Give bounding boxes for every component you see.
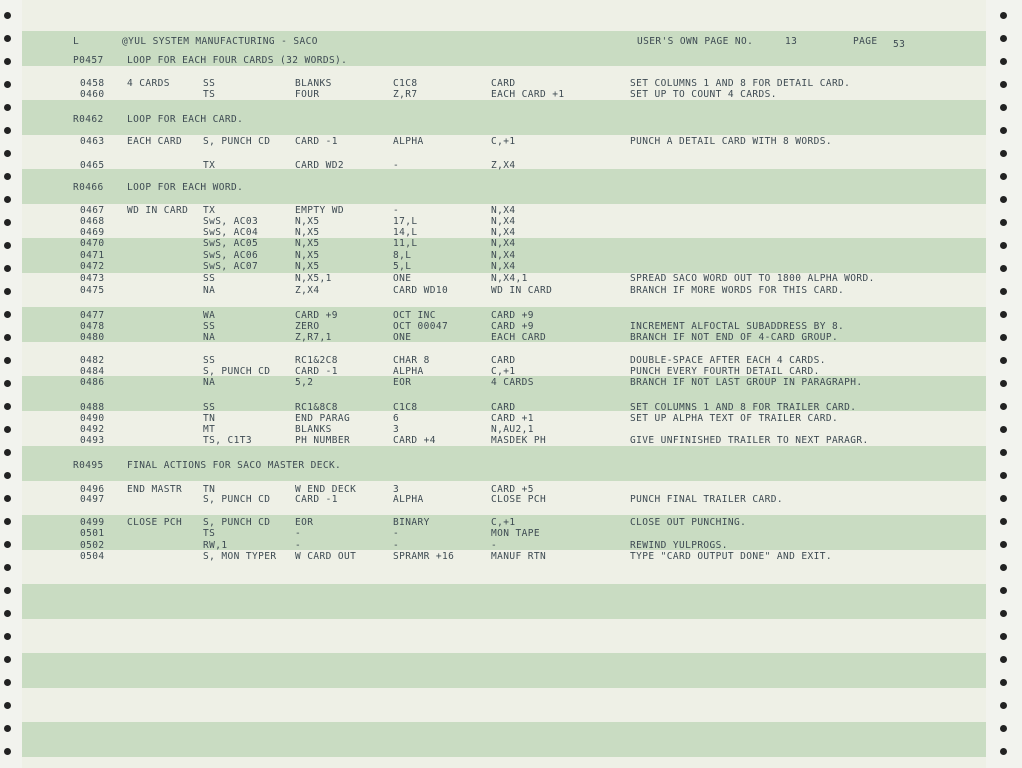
tractor-hole-icon — [1000, 35, 1007, 42]
listing-operand-1: BLANKS — [295, 78, 332, 89]
listing-opcode: NA — [203, 332, 216, 343]
listing-row — [0, 78, 964, 89]
listing-operand-3: CARD +5 — [491, 484, 534, 495]
tractor-hole-icon — [4, 403, 11, 410]
tractor-hole-icon — [4, 265, 11, 272]
listing-operand-3: EACH CARD — [491, 332, 547, 343]
listing-opcode: S, PUNCH CD — [203, 136, 271, 147]
listing-label: CLOSE PCH — [127, 517, 183, 528]
listing-comment: PUNCH A DETAIL CARD WITH 8 WORDS. — [630, 136, 832, 147]
listing-label: END MASTR — [127, 484, 183, 495]
tractor-hole-icon — [4, 12, 11, 19]
listing-row — [0, 355, 964, 366]
tractor-hole-icon — [4, 357, 11, 364]
listing-address: 0463 — [80, 136, 105, 147]
listing-address: 0497 — [80, 494, 105, 505]
tractor-hole-icon — [1000, 610, 1007, 617]
tractor-hole-icon — [1000, 725, 1007, 732]
tractor-hole-icon — [1000, 173, 1007, 180]
tractor-hole-icon — [1000, 334, 1007, 341]
listing-operand-2: C1C8 — [393, 78, 418, 89]
tractor-hole-icon — [1000, 564, 1007, 571]
users-page-number: 13 — [785, 36, 798, 47]
listing-operand-1: CARD -1 — [295, 366, 338, 377]
listing-operand-1: N,X5 — [295, 261, 320, 272]
listing-address: 0502 — [80, 540, 105, 551]
listing-opcode: TS — [203, 528, 216, 539]
listing-operand-3: N,AU2,1 — [491, 424, 534, 435]
listing-operand-2: ONE — [393, 273, 412, 284]
listing-operand-1: EMPTY WD — [295, 205, 344, 216]
listing-opcode: RW,1 — [203, 540, 228, 551]
tractor-hole-icon — [1000, 219, 1007, 226]
listing-address: 0492 — [80, 424, 105, 435]
listing-opcode: TN — [203, 413, 216, 424]
listing-comment: GIVE UNFINISHED TRAILER TO NEXT PARAGR. — [630, 435, 869, 446]
listing-address: 0493 — [80, 435, 105, 446]
listing-address: 0480 — [80, 332, 105, 343]
listing-row — [0, 366, 964, 377]
listing-row — [0, 551, 964, 562]
listing-address: 0477 — [80, 310, 105, 321]
listing-operand-3: CARD — [491, 78, 516, 89]
listing-operand-2: C1C8 — [393, 402, 418, 413]
listing-operand-3: N,X4 — [491, 238, 516, 249]
listing-opcode: TX — [203, 160, 216, 171]
listing-address: 0465 — [80, 160, 105, 171]
listing-operand-1: 5,2 — [295, 377, 314, 388]
tractor-hole-icon — [4, 518, 11, 525]
listing-operand-3: CLOSE PCH — [491, 494, 547, 505]
listing-row — [0, 494, 964, 505]
listing-row — [0, 216, 964, 227]
listing-operand-1: N,X5 — [295, 250, 320, 261]
listing-operand-3: N,X4 — [491, 205, 516, 216]
header-line — [0, 36, 964, 50]
listing-row — [0, 460, 964, 471]
tractor-hole-icon — [1000, 633, 1007, 640]
listing-row — [0, 285, 964, 296]
tractor-hole-icon — [4, 81, 11, 88]
listing-row — [0, 89, 964, 100]
listing-operand-1: RC1&2C8 — [295, 355, 338, 366]
listing-operand-3: N,X4 — [491, 227, 516, 238]
listing-label: EACH CARD — [127, 136, 183, 147]
listing-operand-2: - — [393, 205, 400, 216]
tractor-hole-icon — [4, 541, 11, 548]
listing-operand-1: CARD WD2 — [295, 160, 344, 171]
tractor-hole-icon — [4, 587, 11, 594]
listing-opcode: S, PUNCH CD — [203, 366, 271, 377]
tractor-hole-icon — [4, 196, 11, 203]
listing-operand-3: 4 CARDS — [491, 377, 534, 388]
listing-opcode: SS — [203, 78, 216, 89]
listing-row — [0, 114, 964, 125]
tractor-hole-icon — [4, 288, 11, 295]
listing-address: 0468 — [80, 216, 105, 227]
listing-operand-2: OCT 00047 — [393, 321, 449, 332]
listing-operand-2: 14,L — [393, 227, 418, 238]
tractor-hole-icon — [4, 311, 11, 318]
listing-address: 0499 — [80, 517, 105, 528]
listing-operand-3: MASDEK PH — [491, 435, 547, 446]
header-title: @YUL SYSTEM MANUFACTURING - SACO — [122, 36, 318, 47]
listing-operand-3: WD IN CARD — [491, 285, 553, 296]
listing-operand-2: BINARY — [393, 517, 430, 528]
listing-opcode: SwS, AC04 — [203, 227, 259, 238]
listing-row — [0, 136, 964, 147]
listing-operand-1: PH NUMBER — [295, 435, 351, 446]
listing-comment: CLOSE OUT PUNCHING. — [630, 517, 747, 528]
listing-comment: BRANCH IF NOT END OF 4-CARD GROUP. — [630, 332, 839, 343]
listing-address: R0462 — [73, 114, 104, 125]
tractor-hole-icon — [1000, 656, 1007, 663]
listing-opcode: SwS, AC05 — [203, 238, 259, 249]
listing-opcode: SS — [203, 402, 216, 413]
listing-opcode: SS — [203, 321, 216, 332]
listing-operand-2: 5,L — [393, 261, 412, 272]
listing-comment: PUNCH FINAL TRAILER CARD. — [630, 494, 783, 505]
tractor-hole-icon — [1000, 449, 1007, 456]
listing-operand-3: EACH CARD +1 — [491, 89, 565, 100]
listing-row — [0, 321, 964, 332]
listing-operand-1: CARD +9 — [295, 310, 338, 321]
tractor-hole-icon — [4, 679, 11, 686]
listing-address: R0466 — [73, 182, 104, 193]
listing-label: LOOP FOR EACH CARD. — [127, 114, 244, 125]
tractor-hole-icon — [4, 449, 11, 456]
listing-operand-3: C,+1 — [491, 136, 516, 147]
listing-row — [0, 273, 964, 284]
listing-operand-2: ALPHA — [393, 136, 424, 147]
listing-operand-2: ALPHA — [393, 366, 424, 377]
listing-address: 0501 — [80, 528, 105, 539]
tractor-hole-icon — [1000, 104, 1007, 111]
listing-comment: PUNCH EVERY FOURTH DETAIL CARD. — [630, 366, 820, 377]
listing-operand-3: C,+1 — [491, 366, 516, 377]
listing-opcode: S, PUNCH CD — [203, 494, 271, 505]
green-bar-band — [22, 584, 986, 619]
listing-operand-1: N,X5 — [295, 227, 320, 238]
listing-operand-3: CARD — [491, 355, 516, 366]
listing-label: 4 CARDS — [127, 78, 170, 89]
listing-operand-2: 3 — [393, 484, 400, 495]
listing-operand-2: 8,L — [393, 250, 412, 261]
listing-address: 0478 — [80, 321, 105, 332]
green-bar-band — [22, 722, 986, 757]
listing-operand-2: ALPHA — [393, 494, 424, 505]
listing-operand-2: 11,L — [393, 238, 418, 249]
tractor-hole-icon — [4, 564, 11, 571]
page-label: PAGE — [853, 36, 878, 47]
listing-address: 0469 — [80, 227, 105, 238]
listing-opcode: TS — [203, 89, 216, 100]
listing-operand-3: - — [491, 540, 498, 551]
listing-label: LOOP FOR EACH FOUR CARDS (32 WORDS). — [127, 55, 348, 66]
listing-opcode: MT — [203, 424, 216, 435]
listing-operand-1: BLANKS — [295, 424, 332, 435]
listing-comment: SPREAD SACO WORD OUT TO 1800 ALPHA WORD. — [630, 273, 875, 284]
listing-opcode: SwS, AC06 — [203, 250, 259, 261]
listing-opcode: SwS, AC03 — [203, 216, 259, 227]
listing-opcode: SwS, AC07 — [203, 261, 259, 272]
listing-operand-3: C,+1 — [491, 517, 516, 528]
listing-opcode: SS — [203, 355, 216, 366]
listing-row — [0, 424, 964, 435]
listing-comment: SET UP ALPHA TEXT OF TRAILER CARD. — [630, 413, 839, 424]
listing-operand-1: W CARD OUT — [295, 551, 357, 562]
listing-operand-2: 17,L — [393, 216, 418, 227]
tractor-hole-icon — [4, 748, 11, 755]
listing-address: 0486 — [80, 377, 105, 388]
tractor-hole-icon — [1000, 748, 1007, 755]
users-page-label: USER'S OWN PAGE NO. — [637, 36, 754, 47]
listing-operand-1: RC1&8C8 — [295, 402, 338, 413]
header-mark: L — [73, 36, 80, 47]
listing-operand-3: Z,X4 — [491, 160, 516, 171]
green-bar-band — [22, 653, 986, 688]
tractor-hole-icon — [1000, 380, 1007, 387]
tractor-hole-icon — [4, 380, 11, 387]
listing-operand-1: ZERO — [295, 321, 320, 332]
listing-operand-2: - — [393, 160, 400, 171]
listing-operand-1: Z,X4 — [295, 285, 320, 296]
listing-operand-1: END PARAG — [295, 413, 351, 424]
listing-comment: REWIND YULPROGS. — [630, 540, 728, 551]
tractor-hole-icon — [4, 35, 11, 42]
listing-address: 0488 — [80, 402, 105, 413]
listing-row — [0, 517, 964, 528]
listing-opcode: S, PUNCH CD — [203, 517, 271, 528]
listing-row — [0, 310, 964, 321]
listing-row — [0, 227, 964, 238]
page-number: 53 — [893, 39, 906, 50]
listing-opcode: WA — [203, 310, 216, 321]
tractor-hole-icon — [4, 219, 11, 226]
listing-address: 0458 — [80, 78, 105, 89]
tractor-hole-icon — [4, 656, 11, 663]
listing-row — [0, 402, 964, 413]
tractor-hole-icon — [4, 633, 11, 640]
listing-address: 0496 — [80, 484, 105, 495]
listing-opcode: SS — [203, 273, 216, 284]
tractor-hole-icon — [1000, 495, 1007, 502]
listing-opcode: NA — [203, 285, 216, 296]
tractor-hole-icon — [1000, 702, 1007, 709]
listing-operand-3: N,X4 — [491, 250, 516, 261]
listing-address: 0473 — [80, 273, 105, 284]
listing-comment: BRANCH IF NOT LAST GROUP IN PARAGRAPH. — [630, 377, 863, 388]
listing-row — [0, 435, 964, 446]
tractor-hole-icon — [4, 173, 11, 180]
listing-row — [0, 332, 964, 343]
listing-address: 0484 — [80, 366, 105, 377]
tractor-hole-icon — [1000, 12, 1007, 19]
listing-operand-3: MANUF RTN — [491, 551, 547, 562]
listing-comment: SET UP TO COUNT 4 CARDS. — [630, 89, 777, 100]
tractor-hole-icon — [4, 702, 11, 709]
listing-operand-2: OCT INC — [393, 310, 436, 321]
tractor-hole-icon — [1000, 242, 1007, 249]
listing-address: 0482 — [80, 355, 105, 366]
tractor-hole-icon — [1000, 403, 1007, 410]
listing-operand-1: EOR — [295, 517, 314, 528]
tractor-hole-icon — [1000, 518, 1007, 525]
listing-opcode: NA — [203, 377, 216, 388]
listing-operand-1: W END DECK — [295, 484, 357, 495]
listing-operand-2: CARD WD10 — [393, 285, 449, 296]
listing-operand-3: N,X4 — [491, 261, 516, 272]
listing-comment: INCREMENT ALFOCTAL SUBADDRESS BY 8. — [630, 321, 845, 332]
listing-comment: BRANCH IF MORE WORDS FOR THIS CARD. — [630, 285, 845, 296]
listing-row — [0, 250, 964, 261]
listing-address: 0470 — [80, 238, 105, 249]
listing-operand-3: MON TAPE — [491, 528, 540, 539]
listing-address: R0495 — [73, 460, 104, 471]
listing-operand-1: Z,R7,1 — [295, 332, 332, 343]
tractor-hole-icon — [1000, 58, 1007, 65]
listing-operand-1: FOUR — [295, 89, 320, 100]
tractor-hole-icon — [1000, 587, 1007, 594]
tractor-hole-icon — [4, 725, 11, 732]
tractor-hole-icon — [4, 58, 11, 65]
listing-row — [0, 540, 964, 551]
listing-comment: TYPE "CARD OUTPUT DONE" AND EXIT. — [630, 551, 832, 562]
tractor-hole-icon — [1000, 357, 1007, 364]
listing-opcode: TX — [203, 205, 216, 216]
listing-operand-3: N,X4,1 — [491, 273, 528, 284]
tractor-hole-icon — [1000, 311, 1007, 318]
listing-operand-2: ONE — [393, 332, 412, 343]
listing-operand-1: N,X5 — [295, 238, 320, 249]
listing-comment: DOUBLE-SPACE AFTER EACH 4 CARDS. — [630, 355, 826, 366]
listing-operand-3: CARD +1 — [491, 413, 534, 424]
tractor-hole-icon — [4, 150, 11, 157]
listing-row — [0, 160, 964, 171]
listing-operand-2: Z,R7 — [393, 89, 418, 100]
listing-address: 0471 — [80, 250, 105, 261]
listing-operand-1: N,X5,1 — [295, 273, 332, 284]
listing-address: 0475 — [80, 285, 105, 296]
listing-operand-3: CARD +9 — [491, 321, 534, 332]
listing-operand-2: SPRAMR +16 — [393, 551, 455, 562]
listing-operand-2: - — [393, 528, 400, 539]
listing-label: FINAL ACTIONS FOR SACO MASTER DECK. — [127, 460, 342, 471]
listing-operand-2: CARD +4 — [393, 435, 436, 446]
listing-row — [0, 205, 964, 216]
listing-operand-1: CARD -1 — [295, 136, 338, 147]
listing-row — [0, 377, 964, 388]
listing-row — [0, 413, 964, 424]
listing-address: 0467 — [80, 205, 105, 216]
listing-operand-3: CARD +9 — [491, 310, 534, 321]
tractor-hole-icon — [4, 127, 11, 134]
listing-row — [0, 55, 964, 66]
listing-row — [0, 238, 964, 249]
tractor-hole-icon — [4, 610, 11, 617]
tractor-hole-icon — [4, 495, 11, 502]
tractor-hole-icon — [1000, 265, 1007, 272]
tractor-hole-icon — [1000, 196, 1007, 203]
listing-operand-2: 6 — [393, 413, 400, 424]
tractor-hole-icon — [1000, 150, 1007, 157]
listing-operand-2: 3 — [393, 424, 400, 435]
listing-address: 0460 — [80, 89, 105, 100]
listing-operand-1: N,X5 — [295, 216, 320, 227]
listing-row — [0, 261, 964, 272]
listing-operand-2: CHAR 8 — [393, 355, 430, 366]
listing-operand-2: EOR — [393, 377, 412, 388]
tractor-hole-icon — [4, 242, 11, 249]
listing-comment: SET COLUMNS 1 AND 8 FOR TRAILER CARD. — [630, 402, 857, 413]
listing-operand-3: CARD — [491, 402, 516, 413]
tractor-hole-icon — [1000, 288, 1007, 295]
tractor-hole-icon — [1000, 472, 1007, 479]
listing-label: WD IN CARD — [127, 205, 189, 216]
listing-address: 0490 — [80, 413, 105, 424]
tractor-hole-icon — [4, 334, 11, 341]
listing-comment: SET COLUMNS 1 AND 8 FOR DETAIL CARD. — [630, 78, 851, 89]
listing-row — [0, 182, 964, 193]
tractor-hole-icon — [4, 426, 11, 433]
listing-opcode: TS, C1T3 — [203, 435, 252, 446]
tractor-hole-icon — [1000, 127, 1007, 134]
tractor-hole-icon — [4, 472, 11, 479]
listing-operand-1: - — [295, 528, 302, 539]
listing-operand-3: N,X4 — [491, 216, 516, 227]
listing-operand-1: CARD -1 — [295, 494, 338, 505]
listing-operand-1: - — [295, 540, 302, 551]
listing-label: LOOP FOR EACH WORD. — [127, 182, 244, 193]
listing-address: 0472 — [80, 261, 105, 272]
tractor-hole-icon — [1000, 679, 1007, 686]
tractor-hole-icon — [1000, 81, 1007, 88]
tractor-hole-icon — [1000, 426, 1007, 433]
listing-row — [0, 528, 964, 539]
listing-address: P0457 — [73, 55, 104, 66]
listing-operand-2: - — [393, 540, 400, 551]
listing-opcode: S, MON TYPER — [203, 551, 277, 562]
listing-opcode: TN — [203, 484, 216, 495]
tractor-hole-icon — [1000, 541, 1007, 548]
tractor-hole-icon — [4, 104, 11, 111]
listing-address: 0504 — [80, 551, 105, 562]
